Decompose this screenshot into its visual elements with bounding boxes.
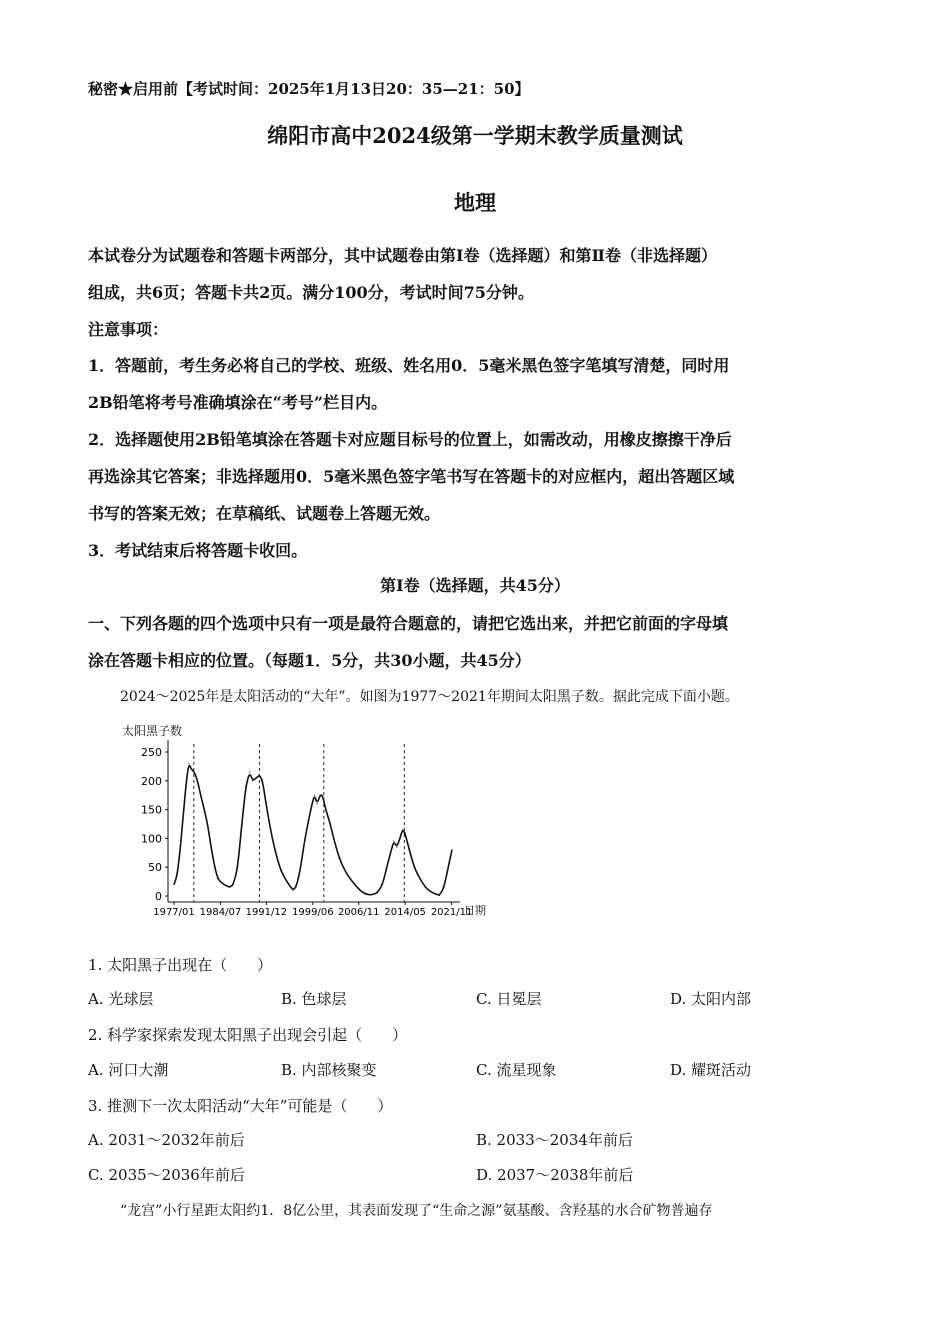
part-instructions-1: 一、下列各题的四个选项中只有一项是最符合题意的，请把它选出来，并把它前面的字母填 [88,614,729,633]
y-tick-label: 100 [141,832,162,846]
chart-xlabel: 日期 [464,904,486,917]
y-tick-label: 0 [155,890,162,903]
q2-option-a[interactable]: A. 河口大潮 [88,1061,169,1079]
y-tick-label: 250 [141,746,162,759]
sunspot-data-point [316,803,317,804]
note-line-4: 再选涂其它答案；非选择题用0．5毫米黑色签字笔书写在答题卡的对应框内，超出答题区域 [88,467,735,486]
sunspot-chart [110,718,500,923]
sunspot-data-point [393,841,394,842]
sunspot-data-point [249,772,250,773]
q1-option-d[interactable]: D. 太阳内部 [670,990,752,1008]
q1-option-a[interactable]: A. 光球层 [88,990,154,1008]
sunspot-data-point [396,846,397,847]
x-tick-label: 2014/05 [384,907,426,918]
part-instructions-2: 涂在答题卡相应的位置。（每题1．5分，共30小题，共45分） [88,651,531,670]
q3-option-d[interactable]: D. 2037～2038年前后 [476,1166,634,1184]
y-tick-label: 200 [141,774,162,788]
q3-option-b[interactable]: B. 2033～2034年前后 [476,1131,633,1149]
x-tick-label: 1999/06 [292,907,334,918]
sunspot-data-point [314,795,315,796]
question-1-stem: 1. 太阳黑子出现在（ ） [88,956,273,974]
x-tick-label: 2021/11 [430,907,473,918]
passage-1: 2024～2025年是太阳活动的“大年”。如图为1977～2021年期间太阳黑子数。据此完成下面小题。 [120,689,739,705]
note-line-3: 2．选择题使用2B铅笔填涂在答题卡对应题目标号的位置上，如需改动，用橡皮擦擦干净后 [88,430,732,449]
confidential-header: 秘密★启用前【考试时间：2025年1月13日20：35—21：50】 [88,80,530,98]
x-tick-label: 1984/07 [199,907,242,918]
note-line-6: 3．考试结束后将答题卡收回。 [88,541,308,560]
q3-option-c[interactable]: C. 2035～2036年前后 [88,1166,245,1184]
q2-option-b[interactable]: B. 内部核聚变 [281,1061,377,1079]
series-line-sunspots [174,766,452,895]
q1-option-c[interactable]: C. 日冕层 [476,990,542,1008]
x-tick-label: 2006/11 [337,907,380,918]
question-2-stem: 2. 科学家探索发现太阳黑子出现会引起（ ） [88,1026,408,1044]
intro-line-2: 组成，共6页；答题卡共2页。满分100分，考试时间75分钟。 [88,283,534,302]
q1-option-b[interactable]: B. 色球层 [281,990,347,1008]
x-tick-label: 1977/01 [153,907,195,918]
section-title: 第Ⅰ卷（选择题，共45分） [380,576,570,595]
intro-line-1: 本试卷分为试题卷和答题卡两部分，其中试题卷由第I卷（选择题）和第Ⅱ卷（非选择题） [88,246,717,265]
note-line-5: 书写的答案无效；在草稿纸、试题卷上答题无效。 [88,504,441,523]
note-line-2: 2B铅笔将考号准确填涂在“考号”栏目内。 [88,393,388,412]
q2-option-d[interactable]: D. 耀斑活动 [670,1061,752,1079]
chart-ylabel: 太阳黑子数 [122,724,183,738]
notes-heading: 注意事项： [88,320,169,339]
y-tick-label: 150 [141,803,162,817]
y-tick-label: 50 [148,861,162,875]
q3-option-a[interactable]: A. 2031～2032年前后 [88,1131,245,1149]
x-tick-label: 1991/12 [245,907,288,918]
passage-2: “龙宫”小行星距太阳约1．8亿公里，其表面发现了“生命之源”氨基酸、含羟基的水合矿物普遍存 [120,1203,713,1219]
q2-option-c[interactable]: C. 流星现象 [476,1061,557,1079]
note-line-1: 1．答题前，考生务必将自己的学校、班级、姓名用0．5毫米黑色签字笔填写清楚，同时用 [88,356,730,375]
sunspot-data-point [188,763,189,764]
exam-title: 绵阳市高中2024级第一学期末教学质量测试 [267,123,683,148]
question-3-stem: 3. 推测下一次太阳活动“大年”可能是（ ） [88,1097,393,1115]
subject-title: 地理 [454,190,496,215]
